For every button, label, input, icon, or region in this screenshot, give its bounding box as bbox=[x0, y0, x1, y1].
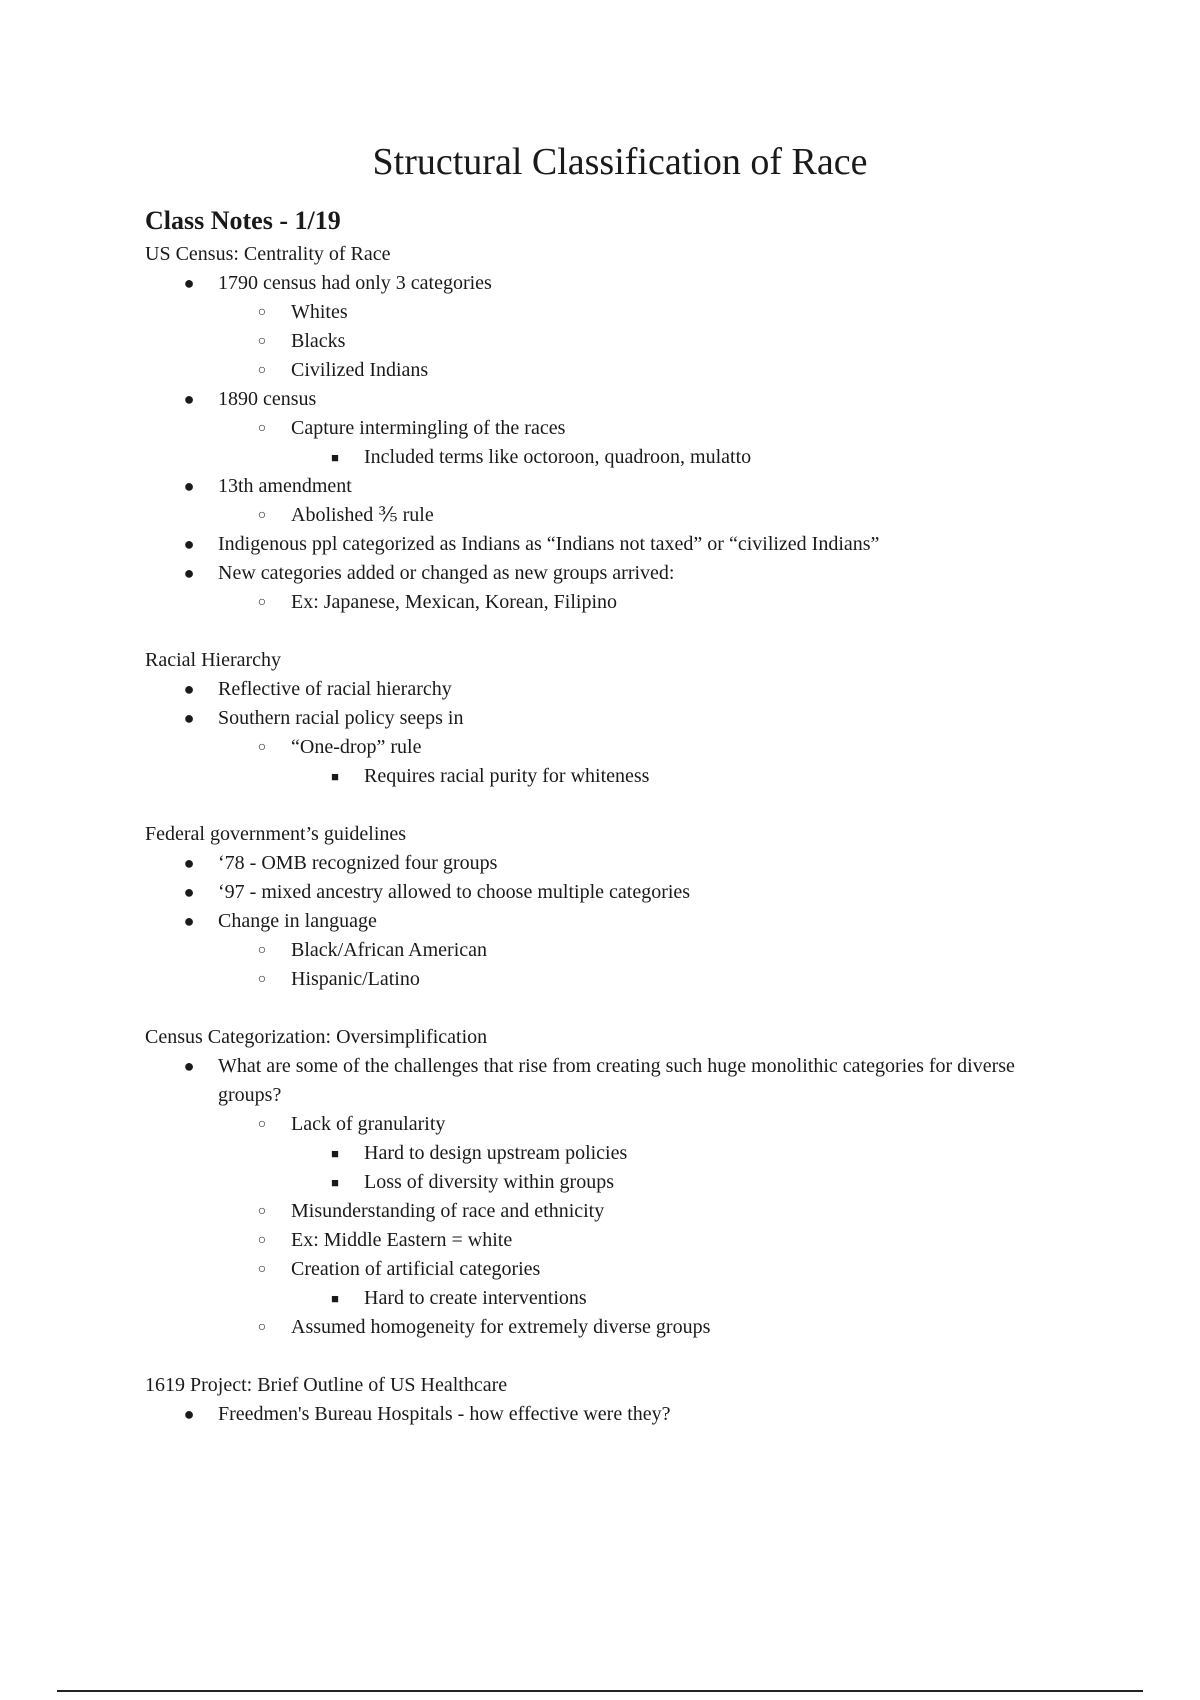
hollow-circle-bullet-icon: ○ bbox=[257, 1233, 267, 1248]
section-spacer bbox=[145, 994, 1065, 1023]
filled-circle-bullet-icon: ● bbox=[183, 708, 195, 728]
filled-circle-bullet-icon: ● bbox=[183, 389, 195, 409]
hollow-circle-bullet-icon: ○ bbox=[257, 363, 267, 378]
section-oversimplification bbox=[145, 1023, 1065, 1342]
list-item: ■ Requires racial purity for whiteness bbox=[145, 762, 1065, 791]
list-item: ■ Loss of diversity within groups bbox=[145, 1168, 1065, 1197]
document-title: Structural Classification of Race bbox=[372, 141, 868, 183]
section-heading: Racial Hierarchy bbox=[145, 649, 282, 671]
list-item: ○ Abolished ⅗ rule bbox=[145, 501, 1065, 530]
filled-circle-bullet-icon: ● bbox=[183, 534, 195, 554]
list-item: ■ Hard to create interventions bbox=[145, 1284, 1065, 1313]
section-heading: US Census: Centrality of Race bbox=[145, 243, 391, 265]
filled-circle-bullet-icon: ● bbox=[183, 1056, 195, 1076]
hollow-circle-bullet-icon: ○ bbox=[257, 1204, 267, 1219]
filled-circle-bullet-icon: ● bbox=[183, 273, 195, 293]
hollow-circle-bullet-icon: ○ bbox=[257, 740, 267, 755]
list-item: ○ “One-drop” rule bbox=[145, 733, 1065, 762]
bullet-list bbox=[145, 1400, 1065, 1429]
hollow-circle-bullet-icon: ○ bbox=[257, 1320, 267, 1335]
section-spacer bbox=[145, 617, 1065, 646]
bullet-list bbox=[145, 1052, 1065, 1342]
list-item: ● New categories added or changed as new groups arrived: bbox=[145, 559, 1065, 588]
section-spacer bbox=[145, 791, 1065, 820]
hollow-circle-bullet-icon: ○ bbox=[257, 943, 267, 958]
list-item: ○ Creation of artificial categories bbox=[145, 1255, 1065, 1284]
list-item: ○ Ex: Middle Eastern = white bbox=[145, 1226, 1065, 1255]
square-bullet-icon: ■ bbox=[331, 450, 339, 465]
section-heading: 1619 Project: Brief Outline of US Healthcare bbox=[145, 1374, 508, 1396]
filled-circle-bullet-icon: ● bbox=[183, 911, 195, 931]
filled-circle-bullet-icon: ● bbox=[183, 853, 195, 873]
hollow-circle-bullet-icon: ○ bbox=[257, 1117, 267, 1132]
list-item: ● Reflective of racial hierarchy bbox=[145, 675, 1065, 704]
list-item: ● Southern racial policy seeps in bbox=[145, 704, 1065, 733]
list-item: ○ Lack of granularity bbox=[145, 1110, 1065, 1139]
list-item: ○ Civilized Indians bbox=[145, 356, 1065, 385]
list-item: ● ‘97 - mixed ancestry allowed to choose multiple categories bbox=[145, 878, 1065, 907]
list-item: ○ Blacks bbox=[145, 327, 1065, 356]
list-item: ○ Assumed homogeneity for extremely diverse groups bbox=[145, 1313, 1065, 1342]
list-item: ● Freedmen's Bureau Hospitals - how effective were they? bbox=[145, 1400, 1065, 1429]
square-bullet-icon: ■ bbox=[331, 1146, 339, 1161]
section-heading: Census Categorization: Oversimplification bbox=[145, 1026, 488, 1048]
section-1619-project bbox=[145, 1371, 1065, 1429]
section-federal-guidelines bbox=[145, 820, 1065, 994]
list-item: ○ Whites bbox=[145, 298, 1065, 327]
list-item: ○ Capture intermingling of the races bbox=[145, 414, 1065, 443]
list-item: ○ Misunderstanding of race and ethnicity bbox=[145, 1197, 1065, 1226]
list-item: ● ‘78 - OMB recognized four groups bbox=[145, 849, 1065, 878]
list-item: ■ Included terms like octoroon, quadroon, mulatto bbox=[145, 443, 1065, 472]
hollow-circle-bullet-icon: ○ bbox=[257, 305, 267, 320]
bullet-list bbox=[145, 269, 1065, 617]
notes-body bbox=[145, 240, 1065, 1429]
list-item: ● 13th amendment bbox=[145, 472, 1065, 501]
list-item: ● Change in language bbox=[145, 907, 1065, 936]
bullet-list bbox=[145, 675, 1065, 791]
bullet-list bbox=[145, 849, 1065, 994]
page-bottom-rule bbox=[57, 1690, 1143, 1692]
square-bullet-icon: ■ bbox=[331, 769, 339, 784]
hollow-circle-bullet-icon: ○ bbox=[257, 1262, 267, 1277]
section-heading: Federal government’s guidelines bbox=[145, 823, 407, 845]
list-item: ○ Hispanic/Latino bbox=[145, 965, 1065, 994]
list-item: ● Indigenous ppl categorized as Indians as “Indians not taxed” or “civilized Indians” bbox=[145, 530, 1065, 559]
list-item: ● 1790 census had only 3 categories bbox=[145, 269, 1065, 298]
hollow-circle-bullet-icon: ○ bbox=[257, 508, 267, 523]
filled-circle-bullet-icon: ● bbox=[183, 679, 195, 699]
hollow-circle-bullet-icon: ○ bbox=[257, 595, 267, 610]
filled-circle-bullet-icon: ● bbox=[183, 476, 195, 496]
document-subtitle: Class Notes - 1/19 bbox=[145, 206, 341, 235]
filled-circle-bullet-icon: ● bbox=[183, 882, 195, 902]
section-spacer bbox=[145, 1342, 1065, 1371]
square-bullet-icon: ■ bbox=[331, 1291, 339, 1306]
section-census bbox=[145, 240, 1065, 617]
list-item: ■ Hard to design upstream policies bbox=[145, 1139, 1065, 1168]
list-item: ○ Black/African American bbox=[145, 936, 1065, 965]
section-racial-hierarchy bbox=[145, 646, 1065, 791]
hollow-circle-bullet-icon: ○ bbox=[257, 334, 267, 349]
filled-circle-bullet-icon: ● bbox=[183, 1404, 195, 1424]
list-item: ○ Ex: Japanese, Mexican, Korean, Filipino bbox=[145, 588, 1065, 617]
square-bullet-icon: ■ bbox=[331, 1175, 339, 1190]
filled-circle-bullet-icon: ● bbox=[183, 563, 195, 583]
list-item: ● What are some of the challenges that rise from creating such huge monolithic categories for diverse groups? bbox=[145, 1052, 1065, 1110]
list-item: ● 1890 census bbox=[145, 385, 1065, 414]
hollow-circle-bullet-icon: ○ bbox=[257, 972, 267, 987]
hollow-circle-bullet-icon: ○ bbox=[257, 421, 267, 436]
